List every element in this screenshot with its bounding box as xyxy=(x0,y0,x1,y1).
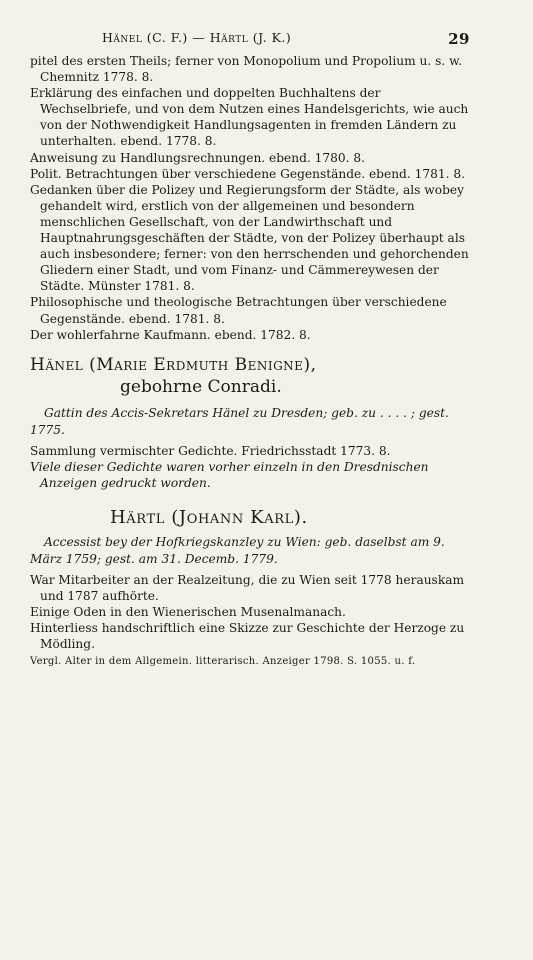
running-head-text: Hänel (C. F.) — Härtl (J. K.) xyxy=(102,30,292,45)
bibliography-note: Viele dieser Gedichte waren vorher einzeln in den Dresdnischen Anzeigen gedruckt worden. xyxy=(30,459,429,490)
entries-continued xyxy=(30,53,470,343)
bibliography-entry: Sammlung vermischter Gedichte. Friedrichsstadt 1773. 8. xyxy=(30,443,391,458)
author-name: Hänel (Marie Erdmuth Benigne), xyxy=(30,354,317,375)
author-heading: Härtl (Johann Karl). xyxy=(110,506,308,528)
bibliography-entry: War Mitarbeiter an der Realzeitung, die zu Wien seit 1778 herauskam und 1787 aufhörte. xyxy=(30,572,465,604)
bibliography-entry: Hinterliess handschriftlich eine Skizze zur Geschichte der Herzoge zu Mödling. xyxy=(30,621,465,652)
author-biography: Gattin des Accis-Sekretars Hänel zu Dresden; geb. zu . . . . ; gest. 1775. xyxy=(30,405,449,437)
bibliography-entry: pitel des ersten Theils; ferner von Monopolium und Propolium u. s. w. Chemnitz 1778. 8. xyxy=(30,54,462,85)
bibliography-entry: Einige Oden in den Wienerischen Musenalmanach. xyxy=(30,605,346,620)
reference-note: Vergl. Alter in dem Allgemein. litterarisch. Anzeiger 1798. S. 1055. u. f. xyxy=(30,656,416,668)
page-number: 29 xyxy=(448,30,470,48)
bibliography-entry: Erklärung des einfachen und doppelten Buchhaltens der Wechselbriefe, und von dem Nutzen eines Handelsgerichts, wie auch von der Nothwendigkeit Handlungsagenten in fremden Ländern zu unterhalten. ebend. 1778. 8. xyxy=(30,86,469,149)
bibliography-entry: Anweisung zu Handlungsrechnungen. ebend. 1780. 8. xyxy=(30,150,366,165)
bibliography-entry: Polit. Betrachtungen über verschiedene Gegenstände. ebend. 1781. 8. xyxy=(30,166,465,181)
running-head xyxy=(102,30,470,48)
bibliography-entry: Philosophische und theologische Betrachtungen über verschiedene Gegenstände. ebend. 1781. 8. xyxy=(30,295,447,326)
author-biography: Accessist bey der Hofkriegskanzley zu Wien: geb. daselbst am 9. März 1759; gest. am 31. Decemb. 1779. xyxy=(30,534,445,566)
author-subheading: gebohrne Conradi. xyxy=(120,376,282,397)
bibliography-entry: Gedanken über die Polizey und Regierungsform der Städte, als wobey gehandelt wird, erstlich von der allgemeinen und besondern menschlichen Gesellschaft, von der Landwirthschaft und Hauptnahrungsgeschäften der Städte, von der Polizey überhaupt als auch insbesondere; ferner: von den herrschenden und gehorchenden Gliedern einer Stadt, und vom Finanz- und Cämmereywesen der Städte. Münster 1781. 8. xyxy=(30,182,469,294)
bibliography-entry: Der wohlerfahrne Kaufmann. ebend. 1782. 8. xyxy=(30,327,311,342)
author-heading xyxy=(30,355,470,375)
book-page xyxy=(30,30,470,930)
